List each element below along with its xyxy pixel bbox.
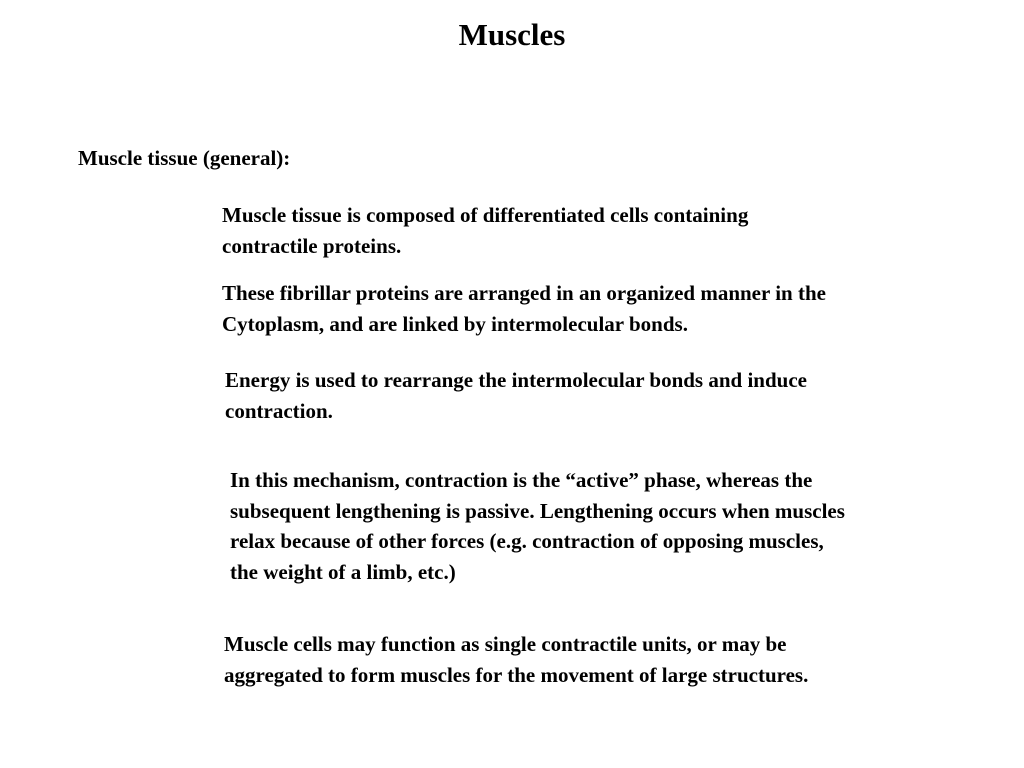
paragraph-line: contraction.: [225, 398, 333, 423]
paragraph-line: Energy is used to rearrange the intermolecular bonds and induce: [225, 368, 807, 392]
paragraph-muscle-cells: [224, 629, 808, 690]
paragraph-composition: [222, 200, 748, 261]
slide-title: Muscles: [458, 17, 566, 52]
paragraph-line: relax because of other forces (e.g. contraction of opposing muscles,: [230, 529, 824, 553]
paragraph-line: subsequent lengthening is passive. Lengthening occurs when muscles: [230, 498, 845, 523]
paragraph-line: Muscle cells may function as single contractile units, or may be: [224, 632, 787, 656]
paragraph-line: contractile proteins.: [222, 233, 402, 258]
paragraph-fibrillar-proteins: [222, 278, 826, 339]
paragraph-energy: [225, 365, 807, 426]
paragraph-line: aggregated to form muscles for the movement of large structures.: [224, 662, 809, 687]
paragraph-line: These fibrillar proteins are arranged in an organized manner in the: [222, 281, 826, 305]
paragraph-line: In this mechanism, contraction is the “active” phase, whereas the: [230, 468, 813, 492]
paragraph-line: the weight of a limb, etc.): [230, 559, 456, 584]
section-heading: Muscle tissue (general):: [78, 146, 291, 170]
paragraph-mechanism: [230, 465, 845, 587]
paragraph-line: Cytoplasm, and are linked by intermolecular bonds.: [222, 311, 688, 336]
paragraph-line: Muscle tissue is composed of differentiated cells containing: [222, 203, 749, 227]
